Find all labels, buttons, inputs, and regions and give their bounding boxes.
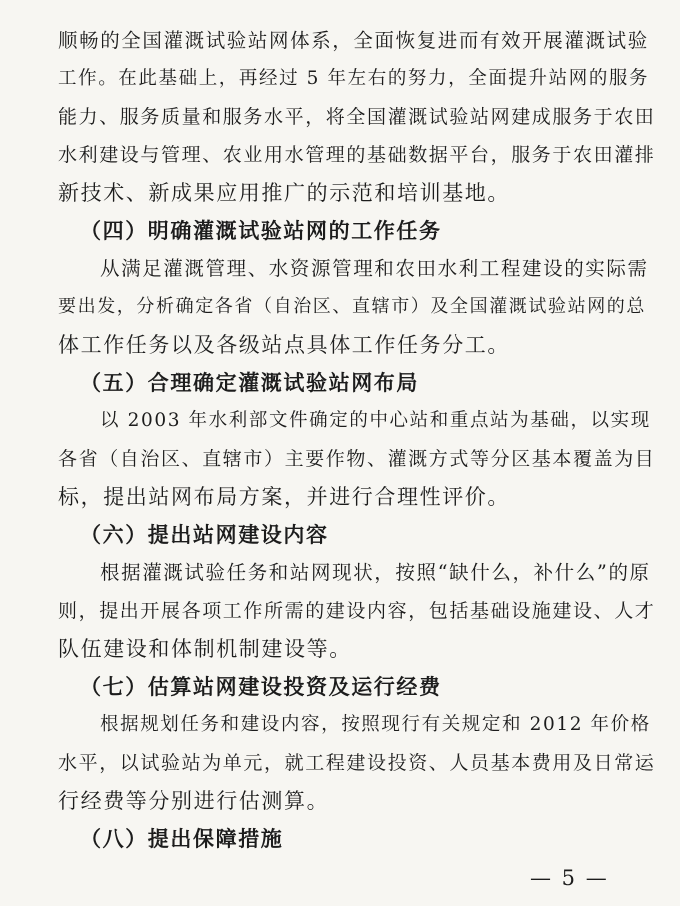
section-heading-8: （八）提出保障措施 (80, 826, 284, 851)
body-line: 新技术、新成果应用推广的示范和培训基地。 (58, 181, 510, 205)
section-heading-4: （四）明确灌溉试验站网的工作任务 (80, 218, 442, 243)
body-line: 顺畅的全国灌溉试验站网体系，全面恢复进而有效开展灌溉试验 (58, 29, 649, 52)
body-line: 标，提出站网布局方案，并进行合理性评价。 (58, 485, 510, 509)
body-line: 工作。在此基础上，再经过 5 年左右的努力，全面提升站网的服务 (58, 68, 650, 89)
section-heading-6: （六）提出站网建设内容 (80, 522, 329, 547)
body-line: 体工作任务以及各级站点具体工作任务分工。 (58, 333, 510, 357)
body-line: 水利建设与管理、农业用水管理的基础数据平台，服务于农田灌排 (58, 144, 656, 166)
body-line: 各省（自治区、直辖市）主要作物、灌溉方式等分区基本覆盖为目 (58, 448, 656, 470)
body-line: 根据灌溉试验任务和站网现状，按照“缺什么，补什么”的原 (100, 561, 651, 584)
body-line: 行经费等分别进行估测算。 (58, 789, 330, 813)
body-line: 以 2003 年水利部文件确定的中心站和重点站为基础，以实现 (100, 410, 651, 431)
section-heading-5: （五）合理确定灌溉试验站网布局 (80, 370, 419, 395)
body-line: 能力、服务质量和服务水平，将全国灌溉试验站网建成服务于农田 (58, 106, 656, 128)
page-number: — 5 — (530, 866, 609, 890)
body-line: 队伍建设和体制机制建设等。 (58, 637, 352, 661)
body-line: 从满足灌溉管理、水资源管理和农田水利工程建设的实际需 (100, 257, 649, 280)
body-line: 水平，以试验站为单元，就工程建设投资、人员基本费用及日常运 (58, 752, 656, 774)
body-line: 则，提出开展各项工作所需的建设内容，包括基础设施建设、人才 (58, 600, 656, 622)
body-line: 根据规划任务和建设内容，按照现行有关规定和 2012 年价格 (100, 714, 651, 735)
body-line: 要出发，分析确定各省（自治区、直辖市）及全国灌溉试验站网的总 (58, 296, 646, 317)
section-heading-7: （七）估算站网建设投资及运行经费 (80, 674, 442, 699)
